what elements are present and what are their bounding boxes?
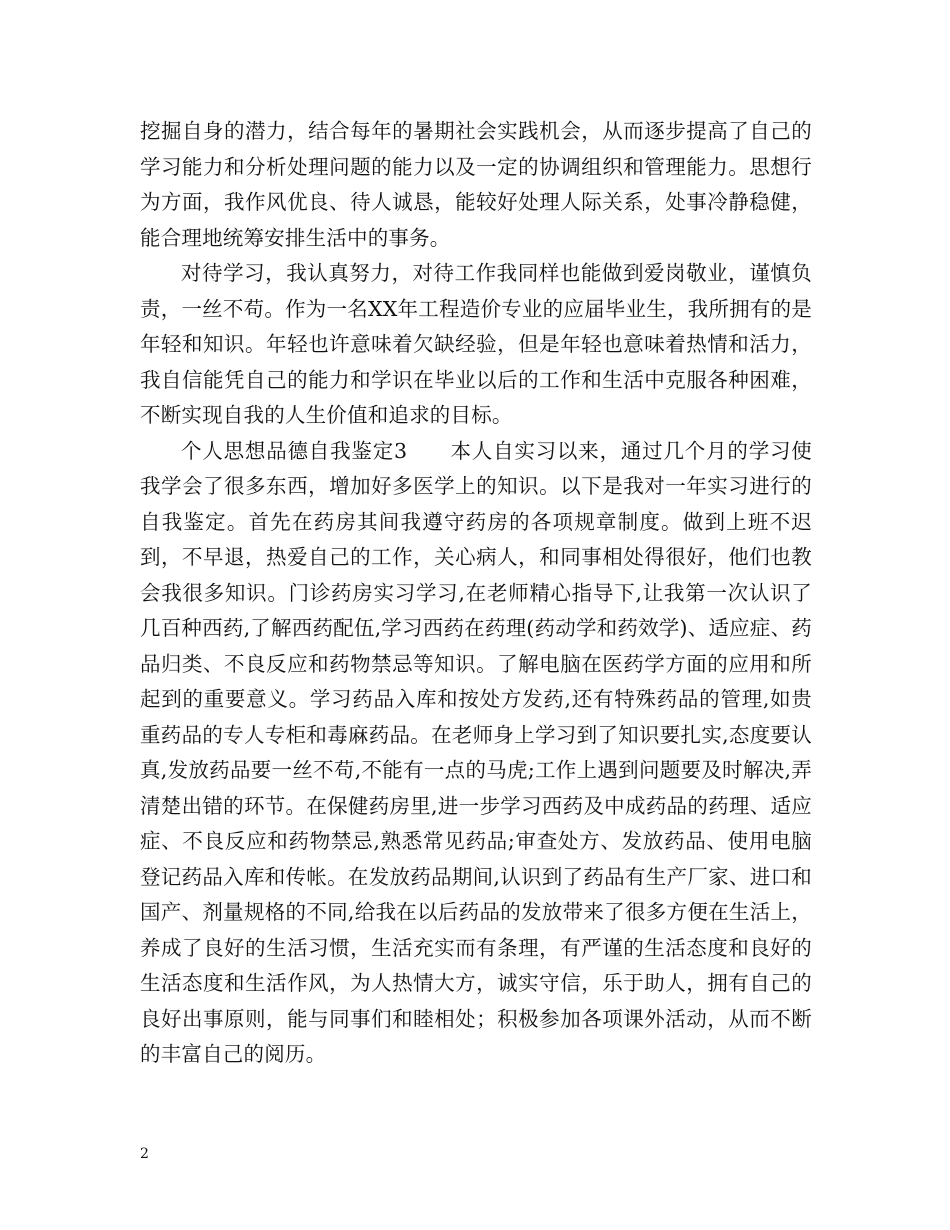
paragraph-self-evaluation-3: 个人思想品德自我鉴定3 本人自实习以来，通过几个月的学习使我学会了很多东西，增加好多医学上的知识。以下是我对一年实习进行的自我鉴定。首先在药房其间我遵守药房的各项规章制度。做到上班不迟到，不早退，热爱自己的工作，关心病人，和同事相处得很好，他们也教会我很多知识。门诊药房实习学习,在老师精心指导下,让我第一次认识了几百种西药,了解西药配伍,学习西药在药理(药动学和药效学)、适应症、药品归类、不良反应和药物禁忌等知识。了解电脑在医药学方面的应用和所起到的重要意义。学习药品入库和按处方发药,还有特殊药品的管理,如贵重药品的专人专柜和毒麻药品。在老师身上学习到了知识要扎实,态度要认真,发放药品要一丝不苟,不能有一点的马虎;工作上遇到问题要及时解决,弄清楚出错的环节。在保健药房里,进一步学习西药及中成药品的药理、适应症、不良反应和药物禁忌,熟悉常见药品;审查处方、发放药品、使用电脑登记药品入库和传帐。在发放药品期间,认识到了药品有生产厂家、进口和国产、剂量规格的不同,给我在以后药品的发放带来了很多方便在生活上，养成了良好的生活习惯，生活充实而有条理，有严谨的生活态度和良好的生活态度和生活作风，为人热情大方，诚实守信，乐于助人，拥有自己的良好出事原则，能与同事们和睦相处；积极参加各项课外活动，从而不断的丰富自己的阅历。 [140,438,812,1066]
paragraph-study-work: 对待学习，我认真努力，对待工作我同样也能做到爱岗敬业，谨慎负责，一丝不苟。作为一名XX年工程造价专业的应届毕业生，我所拥有的是年轻和知识。年轻也许意味着欠缺经验，但是年轻也意味着热情和活力，我自信能凭自己的能力和学识在毕业以后的工作和生活中克服各种困难，不断实现自我的人生价值和追求的目标。 [140,261,812,427]
page-number: 2 [140,1146,149,1162]
document-body [140,114,812,1073]
paragraph-continued: 挖掘自身的潜力，结合每年的暑期社会实践机会，从而逐步提高了自己的学习能力和分析处理问题的能力以及一定的协调组织和管理能力。思想行为方面，我作风优良、待人诚恳，能较好处理人际关系，处事冷静稳健，能合理地统筹安排生活中的事务。 [140,119,812,250]
